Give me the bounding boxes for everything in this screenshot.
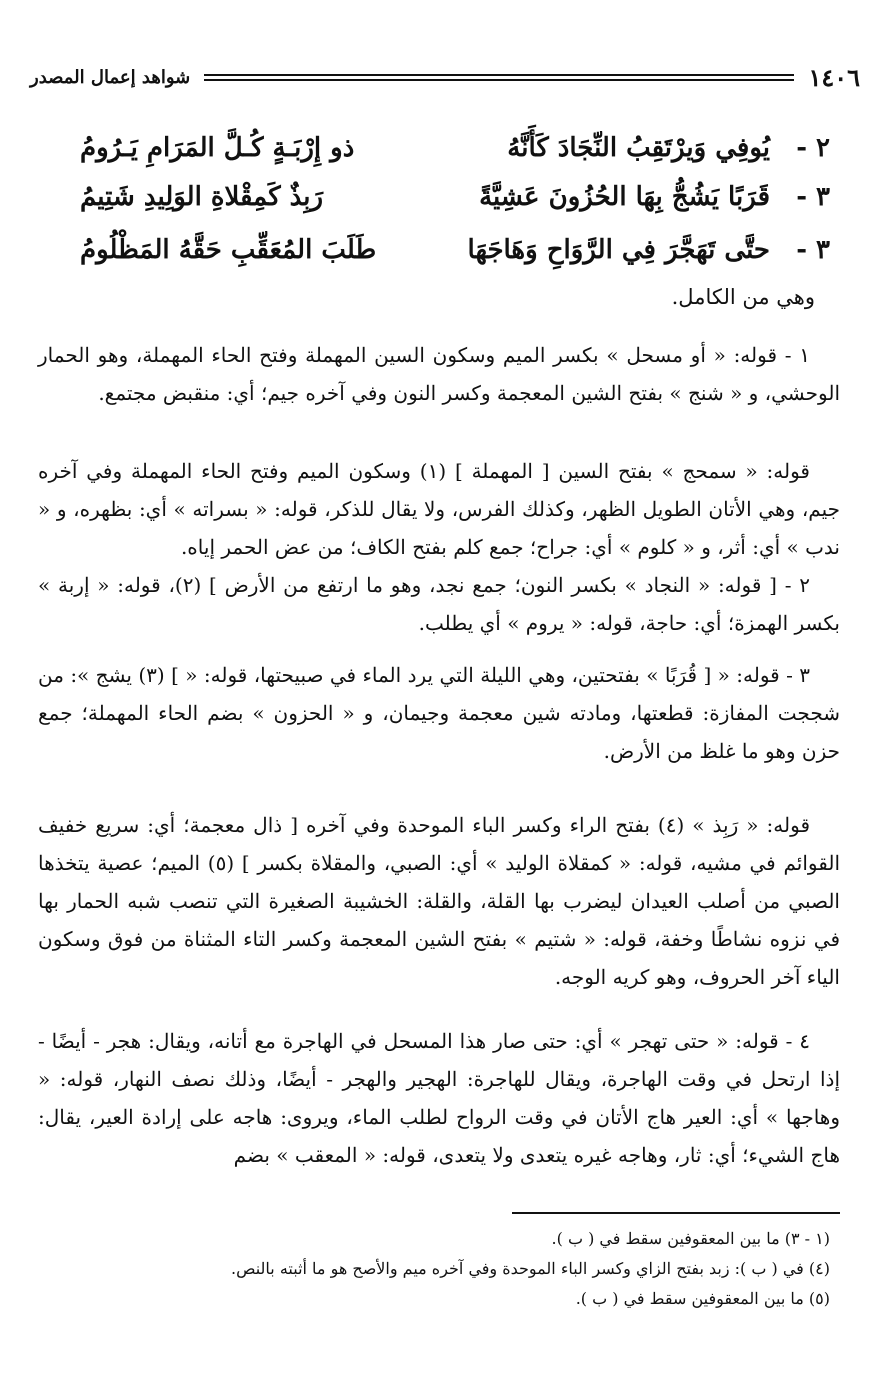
footnote-separator: [512, 1212, 840, 1214]
footnote: (٤) في ( ب ): زبد بفتح الزاي وكسر الباء الموحدة وفي آخره ميم والأصح هو ما أثبته بالنص.: [231, 1259, 830, 1278]
verse-first-hemistich: قَرَبًا يَشُجُّ بِهَا الحُزُونَ عَشِيَّةً: [479, 182, 770, 212]
verse-second-hemistich: ذو إِرْبَـةٍ كُـلَّ المَرَامِ يَـرُومُ: [80, 133, 355, 163]
commentary-paragraph: [38, 1022, 840, 1174]
verse-second-hemistich: رَبِذٌ كَمِقْلاةِ الوَلِيدِ شَتِيمُ: [80, 182, 324, 212]
footnotes: [50, 1224, 830, 1314]
footnote: (١ - ٣) ما بين المعقوفين سقط في ( ب ).: [551, 1229, 830, 1248]
paragraph-text: ٤ - قوله: « حتى تهجر » أي: حتى صار هذا المسحل في الهاجرة مع أتانه، ويقال: هجر - أيضًا - إذا ارتحل في وقت الهاجرة، ويقال للهاجرة: الهجير والهجر - أيضًا، وذلك نصف النهار، قوله: « وهاجها » أي: العير هاج الأتان في وقت الرواح لطلب الماء، ويروى: هاجه على إرادة العير، يقال: هاج الشيء؛ أي: ثار، وهاجه غيره يتعدى ولا يتعدى، قوله: « المعقب » بضم: [38, 1029, 840, 1167]
footnote: (٥) ما بين المعقوفين سقط في ( ب ).: [575, 1289, 830, 1308]
page-header: [30, 62, 860, 92]
header-double-rule: [204, 74, 794, 81]
paragraph-text: ٢ - [ قوله: « النجاد » بكسر النون؛ جمع نجد، وهو ما ارتفع من الأرض ] (٢)، قوله: « إربة » بكسر الهمزة؛ أي: حاجة، قوله: « يروم » أي يطلب.: [38, 573, 840, 635]
commentary-paragraph: [38, 566, 840, 642]
paragraph-text: قوله: « رَبِذ » (٤) بفتح الراء وكسر الباء الموحدة وفي آخره [ ذال معجمة؛ أي: سريع خفيف القوائم في مشيه، قوله: « كمقلاة الوليد » أي: الصبي، والمقلاة بكسر ] (٥) الميم؛ عصية يتخذها الصبي من أصلب العيدان ليضرب بها القلة، والقلة: الخشيبة الصغيرة التي تنصب شبه الحمار بها في نزوه نشاطًا وخفة، قوله: « شتيم » بفتح الشين المعجمة وكسر التاء المثناة من فوق وسكون الياء آخر الحروف، وهو كريه الوجه.: [38, 813, 840, 989]
verse-line: [60, 175, 830, 219]
commentary-paragraph: [38, 336, 840, 412]
commentary-paragraph: [38, 656, 840, 770]
verse-first-hemistich: يُوفِي وَيرْتَقِبُ النِّجَادَ كَأَنَّهُ: [507, 133, 770, 163]
paragraph-text: ٣ - قوله: « [ قُرَبًا » بفتحتين، وهي الليلة التي يرد الماء في صبيحتها، قوله: « ] (٣) يشج »: من شججت المفازة: قطعتها، ومادته شين معجمة وجيمان، و « الحزون » بضم الحاء المهملة؛ جمع حزن وهو ما غلظ من الأرض.: [38, 663, 840, 763]
running-title: شواهد إعمال المصدر: [30, 66, 191, 88]
commentary-paragraph: [38, 452, 840, 566]
verse-line: [60, 126, 830, 170]
paragraph-text: ١ - قوله: « أو مسحل » بكسر الميم وسكون السين المهملة وفتح الحاء المهملة، وهو الحمار الوحشي، و « شنج » بفتح الشين المعجمة وكسر النون وفي آخره جيم؛ أي: منقبض مجتمع.: [38, 343, 840, 405]
verse-line: [60, 228, 830, 272]
verse-number: ٣ -: [796, 182, 830, 212]
paragraph-text: قوله: « سمحج » بفتح السين [ المهملة ] (١) وسكون الميم وفتح الحاء المهملة وفي آخره جيم، وهي الأتان الطويل الظهر، وكذلك الفرس، ولا يقال للذكر، قوله: « بسراته » أي: بظهره، و « ندب » أي: أثر، و « كلوم » أي: جراح؛ جمع كلم بفتح الكاف؛ من عض الحمر إياه.: [38, 459, 840, 559]
verse-first-hemistich: حتَّى تَهَجَّرَ فِي الرَّوَاحِ وَهَاجَهَا: [467, 235, 770, 265]
meter-note: وهي من الكامل.: [671, 285, 815, 309]
page-number: ١٤٠٦: [808, 62, 860, 92]
verse-number: ٢ -: [796, 133, 830, 163]
verse-second-hemistich: طَلَبَ المُعَقِّبِ حَقَّهُ المَظْلُومُ: [80, 235, 377, 265]
commentary-paragraph: [38, 806, 840, 996]
verse-number: ٣ -: [796, 235, 830, 265]
